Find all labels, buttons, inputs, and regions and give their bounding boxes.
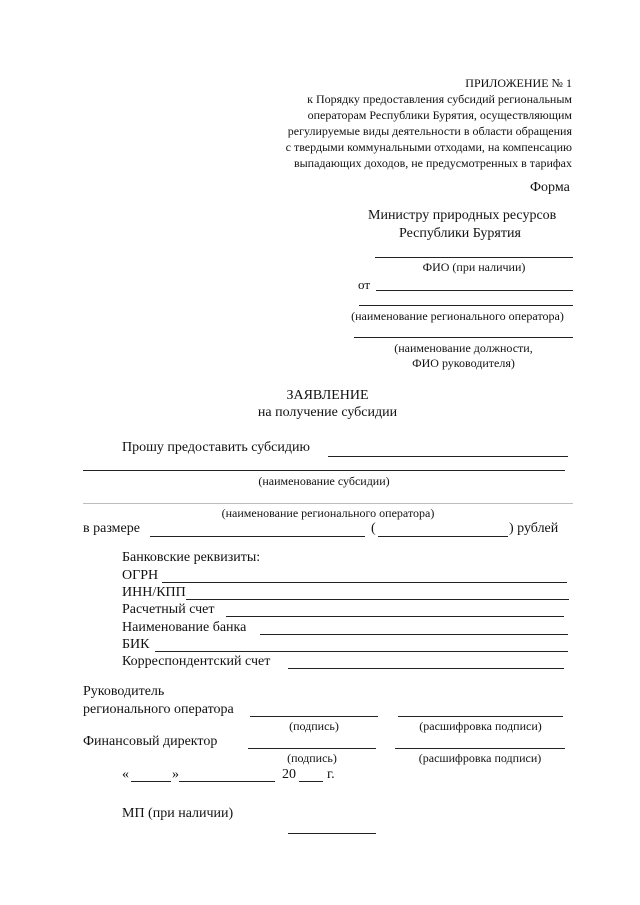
date-year-prefix: 20: [282, 767, 296, 782]
date-day-line: [131, 781, 171, 782]
amount-paren-open: (: [371, 521, 376, 536]
cfo-decode-caption: (расшифровка подписи): [418, 751, 542, 765]
date-year-line: [299, 781, 323, 782]
date-month-line: [179, 781, 275, 782]
request-text: Прошу предоставить субсидию: [122, 440, 310, 455]
head-label-2: регионального оператора: [83, 702, 234, 717]
amount-label: в размере: [83, 521, 140, 536]
head-signature-caption: (подпись): [289, 719, 339, 733]
document-title: ЗАЯВЛЕНИЕ: [286, 388, 369, 403]
amount-words-underline: [378, 536, 508, 537]
appendix-line: выпадающих доходов, не предусмотренных в тарифах: [293, 156, 572, 170]
position-caption-2: ФИО руководителя): [412, 356, 515, 370]
bik-underline: [155, 651, 568, 652]
bank-field-corr-account: Корреспондентский счет: [122, 654, 271, 669]
appendix-line: с твердыми коммунальными отходами, на компенсацию: [285, 140, 572, 154]
date-open-quote: «: [122, 767, 129, 782]
appendix-line: к Порядку предоставления субсидий региональным: [307, 92, 572, 106]
operator-name-caption: (наименование регионального оператора): [221, 506, 435, 520]
appendix-title: ПРИЛОЖЕНИЕ № 1: [465, 76, 572, 90]
cfo-decode-line: [395, 748, 565, 749]
bank-field-account: Расчетный счет: [122, 602, 215, 617]
bank-field-bank-name: Наименование банка: [122, 620, 247, 635]
operator-underline: [359, 305, 573, 306]
inn-kpp-underline: [186, 599, 569, 600]
account-underline: [226, 616, 564, 617]
fio-underline: [375, 257, 573, 258]
stamp-line: [288, 833, 376, 834]
operator-caption: (наименование регионального оператора): [351, 309, 564, 323]
subsidy-caption: (наименование субсидии): [258, 474, 390, 488]
date-close-quote: »: [172, 767, 179, 782]
bank-title: Банковские реквизиты:: [122, 550, 261, 565]
head-decode-line: [398, 716, 563, 717]
appendix-line: операторам Республики Бурятия, осуществляющим: [307, 108, 572, 122]
operator-name-underline: [83, 503, 573, 504]
cfo-signature-caption: (подпись): [287, 751, 337, 765]
form-label: Форма: [530, 180, 570, 195]
appendix-line: регулируемые виды деятельности в области обращения: [287, 124, 572, 138]
document-subtitle: на получение субсидии: [257, 405, 398, 420]
ogrn-underline: [162, 582, 567, 583]
subsidy-underline: [328, 456, 568, 457]
addressee-line-2: Республики Бурятия: [399, 226, 521, 241]
addressee-line-1: Министру природных ресурсов: [368, 208, 557, 223]
bank-field-ogrn: ОГРН: [122, 568, 159, 583]
head-decode-caption: (расшифровка подписи): [419, 719, 542, 733]
bank-name-underline: [260, 634, 568, 635]
amount-underline: [150, 536, 365, 537]
from-underline: [376, 290, 573, 291]
stamp-label: МП (при наличии): [122, 806, 234, 821]
fio-caption: ФИО (при наличии): [422, 260, 526, 274]
bank-field-inn-kpp: ИНН/КПП: [122, 585, 186, 600]
head-signature-line: [250, 716, 378, 717]
head-label-1: Руководитель: [83, 684, 165, 699]
amount-paren-close: ) рублей: [509, 521, 559, 536]
position-caption-1: (наименование должности,: [394, 341, 533, 355]
corr-account-underline: [288, 668, 564, 669]
subsidy-underline-2: [83, 470, 565, 471]
cfo-signature-line: [248, 748, 376, 749]
position-underline: [354, 337, 573, 338]
from-label: от: [358, 277, 371, 292]
cfo-label: Финансовый директор: [83, 734, 218, 749]
bank-field-bik: БИК: [122, 637, 150, 652]
date-year-suffix: г.: [327, 767, 335, 782]
